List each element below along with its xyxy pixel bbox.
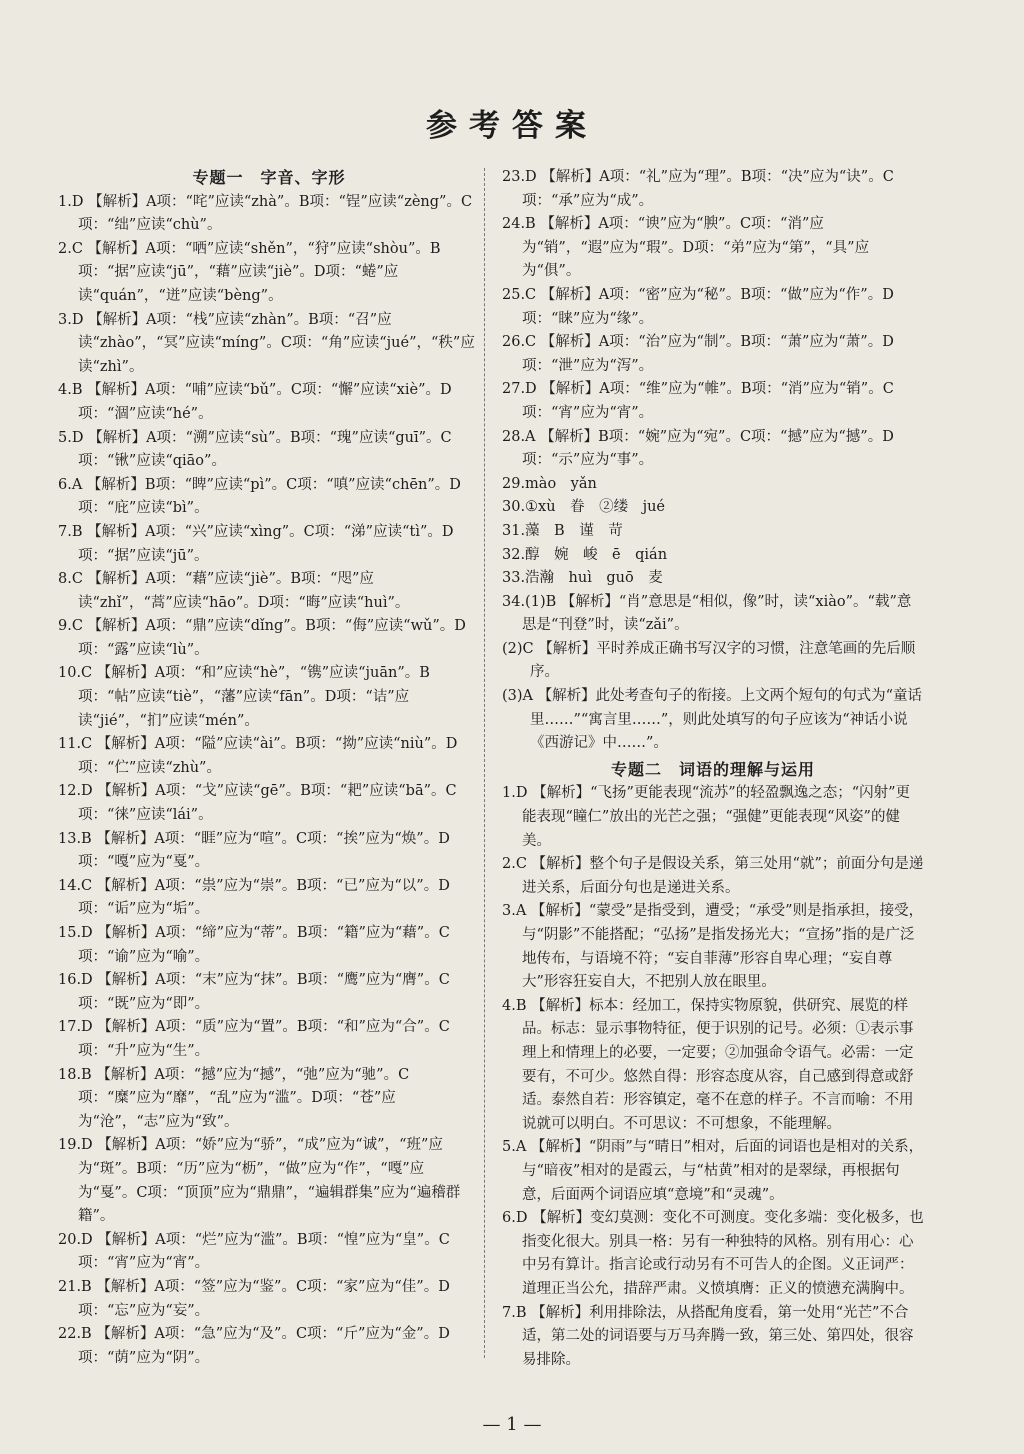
answer-item: 18.B 【解析】A项：“撼”应为“撼”，“弛”应为“驰”。C项：“糜”应为“靡”，“乱”应为“滥”。D项：“苍”应为“沧”，“志”应为“致”。 (58, 1066, 410, 1130)
answer-item: 9.C 【解析】A项：“鼎”应读“dǐng”。B项：“侮”应读“wǔ”。D项：“露”应读“lù”。 (58, 618, 466, 658)
answer-item: 1.D 【解析】“飞扬”更能表现“流苏”的轻盈飘逸之态；“闪射”更能表现“瞳仁”放出的光芒之强；“强健”更能表现“风姿”的健美。 (502, 785, 911, 849)
answer-item: 3.D 【解析】A项：“栈”应读“zhàn”。B项：“召”应读“zhào”，“冥”应读“míng”。C项：“角”应读“jué”，“秩”应读“zhì”。 (58, 311, 475, 375)
answer-item: 1.D 【解析】A项：“咤”应读“zhà”。B项：“锃”应读“zèng”。C项：“绌”应读“chù”。 (58, 193, 473, 234)
answer-item: 29.mào yǎn (502, 475, 597, 492)
answer-item: 3.A 【解析】“蒙受”是指受到，遭受；“承受”则是指承担，接受，与“阴影”不能搭配；“弘扬”是指发扬光大；“宣扬”指的是广泛地传布，与语境不符；“妄自菲薄”形容自卑心理；“妄自尊大”形容狂妄自大，不把别人放在眼里。 (502, 903, 924, 991)
page-number: — 1 — (482, 1414, 542, 1435)
answer-item: 20.D 【解析】A项：“烂”应为“滥”。B项：“惶”应为“皇”。C项：“宵”应为“宵”。 (58, 1231, 450, 1272)
answer-item: 4.B 【解析】标本：经加工，保持实物原貌，供研究、展览的样品。标志：显示事物特征，便于识别的记号。必须：①表示事理上和情理上的必要，一定要；②加强命令语气。必需：一定要有，不可少。悠然自得：形容态度从容，自己感到得意或舒适。泰然自若：形容镇定，毫不在意的样子。不言而喻：不用说就可以明白。不可思议：不可想象，不能理解。 (502, 997, 914, 1132)
answer-item: 19.D 【解析】A项：“娇”应为“骄”，“成”应为“诚”，“班”应为“斑”。B项：“历”应为“枥”，“做”应为“作”，“嘎”应为“戛”。C项：“顶顶”应为“鼎鼎”，“遍辑群集”应为“遍稽群籍”。 (58, 1137, 461, 1225)
answer-item: (2)C 【解析】平时养成正确书写汉字的习惯，注意笔画的先后顺序。 (502, 640, 916, 681)
answer-item: 28.A 【解析】B项：“婉”应为“宛”。C项：“撼”应为“撼”。D项：“示”应为“事”。 (502, 428, 894, 469)
section1-continued-list (502, 166, 924, 756)
answer-item: 10.C 【解析】A项：“和”应读“hè”，“镌”应读“juān”。B项：“帖”应读“tiè”，“藩”应读“fān”。D项：“诘”应读“jié”，“扪”应读“mén”。 (58, 665, 430, 729)
answer-item: 2.C 【解析】整个句子是假设关系，第三处用“就”；前面分句是递进关系，后面分句也是递进关系。 (502, 856, 924, 896)
right-column (502, 166, 924, 1372)
answer-item: (3)A 【解析】此处考查句子的衔接。上文两个短句的句式为“童话里……”“寓言里……”，则此处填写的句子应该为“神话小说《西游记》中……”。 (502, 688, 923, 752)
section2-list (502, 782, 924, 1372)
answer-item: 17.D 【解析】A项：“质”应为“置”。B项：“和”应为“合”。C项：“升”应为“生”。 (58, 1019, 450, 1059)
answer-item: 30.①xù 眷 ②缕 jué (502, 499, 665, 516)
answer-item: 6.A 【解析】B项：“睥”应读“pì”。C项：“嗔”应读“chēn”。D项：“庇”应读“bì”。 (58, 476, 461, 517)
answer-item: 34.(1)B 【解析】“肖”意思是“相似，像”时，读“xiào”。“载”意思是“刊登”时，读“zǎi”。 (502, 593, 912, 634)
answer-item: 16.D 【解析】A项：“末”应为“抹”。B项：“鹰”应为“膺”。C项：“既”应为“即”。 (58, 972, 450, 1012)
answer-item: 12.D 【解析】A项：“戈”应读“gē”。B项：“耙”应读“bā”。C项：“徕”应读“lái”。 (58, 783, 457, 824)
answer-item: 24.B 【解析】A项：“谀”应为“腴”。C项：“消”应为“销”，“遐”应为“瑕”。D项：“弟”应为“第”，“具”应为“俱”。 (502, 216, 870, 280)
answer-item: 4.B 【解析】A项：“哺”应读“bǔ”。C项：“懈”应读“xiè”。D项：“涸”应读“hé”。 (58, 382, 452, 422)
answer-item: 6.D 【解析】变幻莫测：变化不可测度。变化多端：变化极多，也指变化很大。别具一格：另有一种独特的风格。别有用心：心中另有算计。指言论或行动另有不可告人的企图。义正词严：道理正当公允，措辞严肃。义愤填膺：正义的愤懑充满胸中。 (502, 1210, 924, 1297)
answer-item: 22.B 【解析】A项：“急”应为“及”。C项：“斤”应为“金”。D项：“荫”应为“阴”。 (58, 1326, 450, 1366)
answer-item: 21.B 【解析】A项：“签”应为“鉴”。C项：“家”应为“佳”。D项：“忘”应为“妄”。 (58, 1278, 450, 1319)
answer-item: 25.C 【解析】A项：“密”应为“秘”。B项：“做”应为“作”。D项：“睐”应为“缘”。 (502, 286, 894, 327)
answer-item: 15.D 【解析】A项：“缔”应为“蒂”。B项：“籍”应为“藉”。C项：“谕”应为“喻”。 (58, 925, 450, 965)
answer-item: 14.C 【解析】A项：“祟”应为“崇”。B项：“已”应为“以”。D项：“诟”应为“垢”。 (58, 877, 450, 918)
answer-item: 32.醇 婉 峻 ē qián (502, 546, 668, 563)
section1-list (58, 191, 480, 1371)
section-title-1: 专题一 字音、字形 (192, 168, 346, 187)
page-title: 参考答案 (426, 108, 598, 144)
answer-item: 2.C 【解析】A项：“哂”应读“shěn”，“狩”应读“shòu”。B项：“据”应读“jū”，“藉”应读“jiè”。D项：“蜷”应读“quán”，“迸”应读“bèng”。 (58, 240, 441, 304)
answer-item: 33.浩瀚 huì guō 麦 (502, 570, 663, 587)
answer-item: 13.B 【解析】A项：“睚”应为“喧”。C项：“挨”应为“焕”。D项：“嘎”应为“戛”。 (58, 830, 450, 871)
left-column (58, 166, 480, 1370)
section-title-2: 专题二 词语的理解与运用 (610, 759, 815, 779)
answer-item: 7.B 【解析】利用排除法，从搭配角度看，第一处用“光芒”不合适，第二处的词语要与万马奔腾一致，第三处、第四处，很容易排除。 (502, 1304, 914, 1368)
answer-item: 26.C 【解析】A项：“治”应为“制”。B项：“萧”应为“萧”。D项：“泄”应为“泻”。 (502, 334, 894, 374)
column-divider (484, 168, 485, 1358)
answer-item: 11.C 【解析】A项：“隘”应读“ài”。B项：“拗”应读“niù”。D项：“伫”应读“zhù”。 (58, 736, 458, 776)
answer-item: 23.D 【解析】A项：“礼”应为“理”。B项：“决”应为“诀”。C项：“承”应为“成”。 (502, 169, 894, 209)
answer-item: 5.D 【解析】A项：“溯”应读“sù”。B项：“瑰”应读“guī”。C项：“锹”应读“qiāo”。 (58, 429, 452, 470)
answer-item: 8.C 【解析】A项：“藉”应读“jiè”。B项：“咫”应读“zhǐ”，“蒿”应读“hāo”。D项：“晦”应读“huì”。 (58, 571, 410, 611)
answer-item: 27.D 【解析】A项：“维”应为“帷”。B项：“消”应为“销”。C项：“宵”应为“宵”。 (502, 381, 894, 421)
answer-item: 7.B 【解析】A项：“兴”应读“xìng”。C项：“涕”应读“tì”。D项：“据”应读“jū”。 (58, 523, 454, 564)
answer-item: 31.藻 B 谨 苛 (502, 522, 623, 539)
answer-item: 5.A 【解析】“阴雨”与“晴日”相对，后面的词语也是相对的关系，与“暗夜”相对的是霞云，与“枯黄”相对的是翠绿，再根据句意，后面两个词语应填“意境”和“灵魂”。 (502, 1139, 924, 1203)
